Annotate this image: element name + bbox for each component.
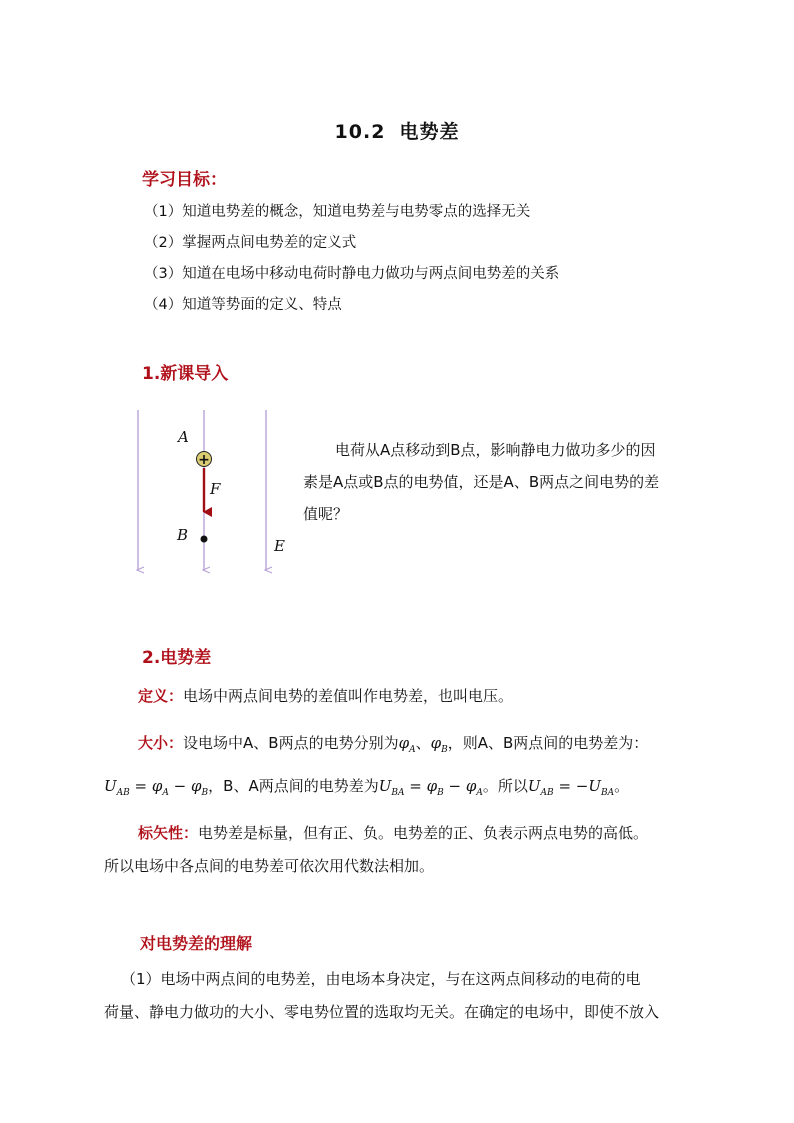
intro-line-3: 值呢？ <box>303 505 349 523</box>
size-label: 大小： <box>138 734 184 752</box>
phi-b: $\varphi_B$ <box>430 734 448 755</box>
so-text: 。所以 <box>482 777 528 795</box>
page-title <box>0 117 794 144</box>
vector-line-2: 所以电场中各点间的电势差可依次用代数法相加。 <box>104 857 435 875</box>
title-number: 10.2 <box>334 121 386 143</box>
intro-line-2: 素是A点或B点的电势值，还是A、B两点之间电势的差 <box>303 473 660 491</box>
phi-a: $\varphi_A$ <box>398 734 416 755</box>
size-text: 设电场中A、B两点的电势分别为 <box>183 734 399 752</box>
formula-uab: $U_{AB} = \varphi_A - \varphi_B$ <box>104 777 209 798</box>
definition-text: 电场中两点间电势的差值叫作电势差，也叫电压。 <box>183 687 514 705</box>
section2-heading: 2.电势差 <box>142 648 212 668</box>
size-text-2: ，则A、B两点间的电势差为： <box>447 734 649 752</box>
understanding-paragraph <box>104 963 696 1029</box>
electric-field-diagram <box>120 400 300 580</box>
separator: 、 <box>415 734 431 752</box>
label-e: E <box>274 537 285 555</box>
objective-item-4: （4）知道等势面的定义、特点 <box>144 297 342 313</box>
title-text: 电势差 <box>399 121 460 143</box>
objective-item-2: （2）掌握两点间电势差的定义式 <box>144 235 357 251</box>
vector-label: 标矢性： <box>138 824 199 842</box>
label-a: A <box>178 428 189 446</box>
formula-uba: $U_{BA} = \varphi_B - \varphi_A$ <box>378 777 483 798</box>
understanding-line-2: 荷量、静电力做功的大小、零电势位置的选取均无关。在确定的电场中，即使不放入 <box>104 1003 660 1021</box>
label-f: F <box>210 480 221 498</box>
understanding-heading: 对电势差的理解 <box>140 934 253 953</box>
vector-text-1: 电势差是标量，但有正、负。电势差的正、负表示两点电势的高低。 <box>198 824 649 842</box>
objective-item-3: （3）知道在电场中移动电荷时静电力做功与两点间电势差的关系 <box>144 266 560 282</box>
size-paragraph-line2 <box>104 770 696 810</box>
point-b-dot <box>201 536 208 543</box>
understanding-line-1: （1）电场中两点间的电势差，由电场本身决定，与在这两点间移动的电荷的电 <box>121 970 641 988</box>
intro-line-1: 电荷从A点移动到B点，影响静电力做功多少的因 <box>335 441 656 459</box>
size-paragraph-line1 <box>104 727 696 767</box>
end-mark: 。 <box>614 777 630 795</box>
objectives-heading: 学习目标： <box>142 170 227 190</box>
definition-paragraph <box>104 680 696 713</box>
objective-item-1: （1）知道电势差的概念，知道电势差与电势零点的选择无关 <box>144 204 531 220</box>
definition-label: 定义： <box>138 687 184 705</box>
label-b: B <box>177 526 189 544</box>
section1-heading: 1.新课导入 <box>142 364 229 384</box>
vector-paragraph <box>104 817 696 883</box>
formula-relation: $U_{AB} = -U_{BA}$ <box>527 777 615 798</box>
vector-line-1 <box>104 817 696 850</box>
charge-sign: + <box>198 452 210 468</box>
intro-paragraph <box>303 434 695 530</box>
mid-text: ，B、A两点间的电势差为 <box>208 777 379 795</box>
